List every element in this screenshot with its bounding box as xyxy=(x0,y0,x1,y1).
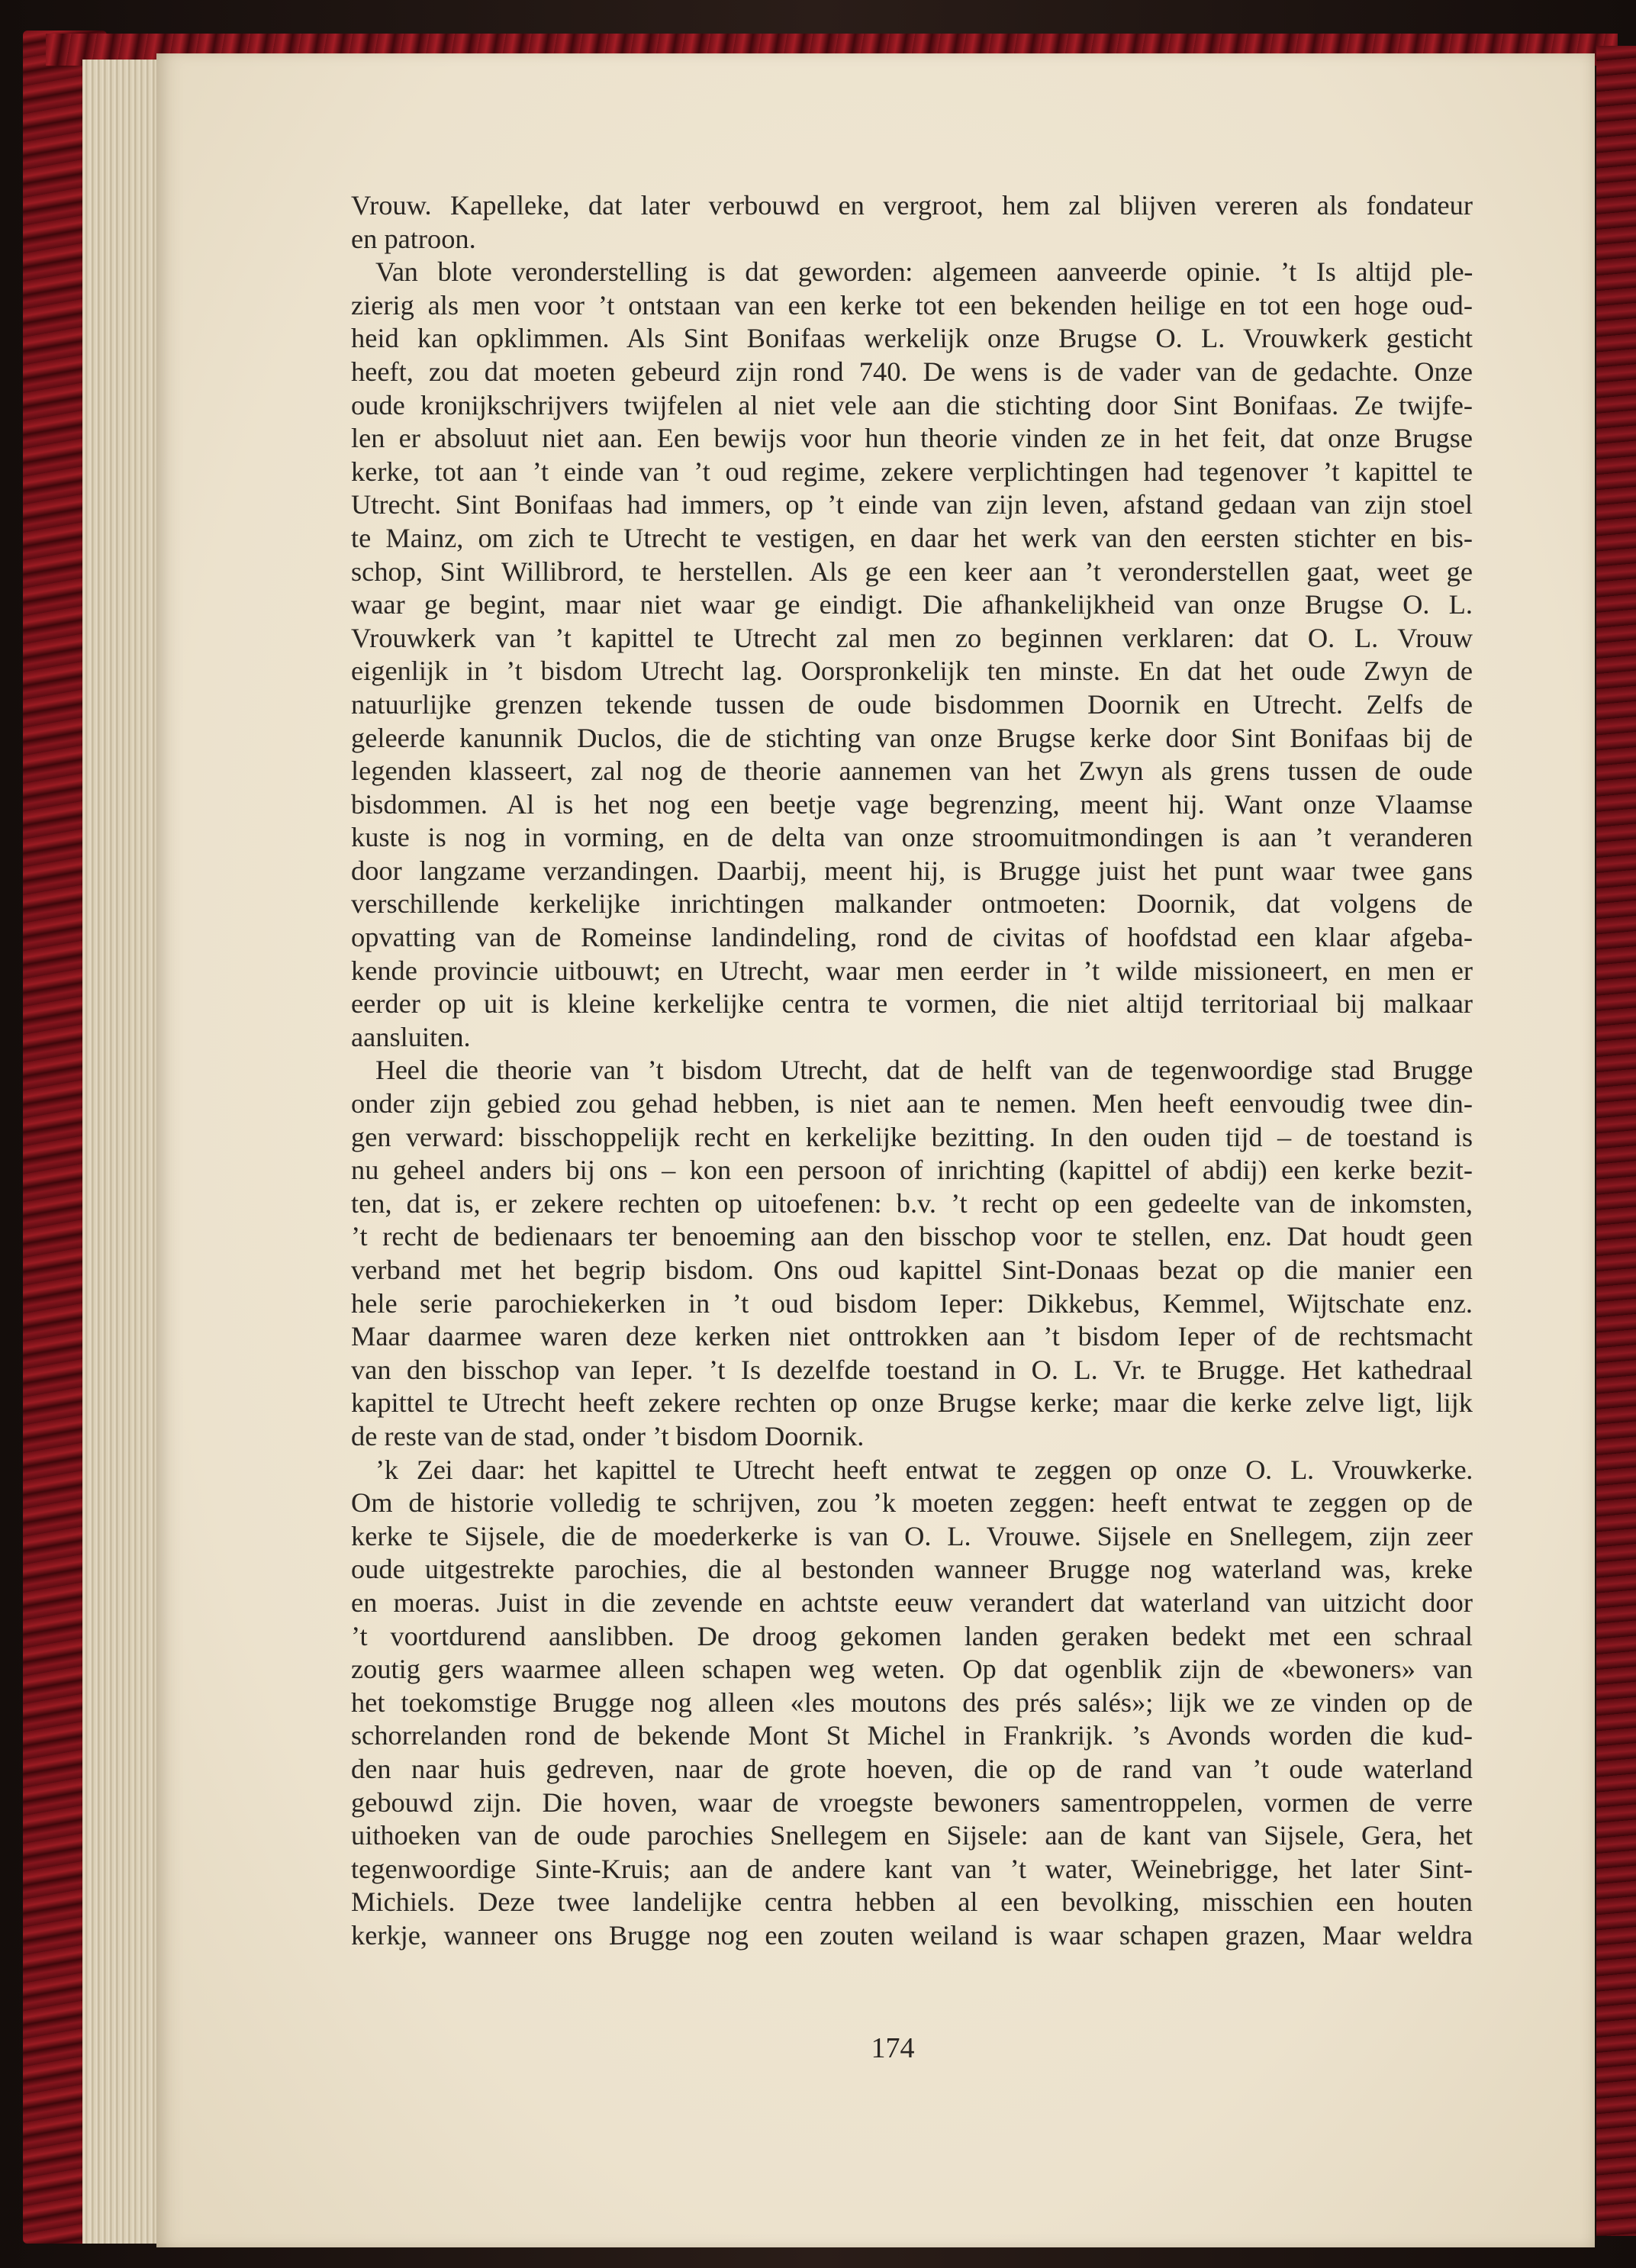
text-line: tegenwoordige Sinte-Kruis; aan de andere kant van ’t water, Weinebrigge, het later Sint- xyxy=(351,1853,1473,1884)
text-line: Michiels. Deze twee landelijke centra hebben al een bevolking, misschien een houten xyxy=(351,1886,1473,1918)
text-line: heeft, zou dat moeten gebeurd zijn rond 740. De wens is de vader van de gedachte. Onze xyxy=(351,356,1473,387)
text-line: opvatting van de Romeinse landindeling, rond de civitas of hoofdstad een klaar afgeba- xyxy=(351,922,1473,953)
paragraph xyxy=(351,189,1473,256)
text-line: zierig als men voor ’t ontstaan van een kerke tot een bekenden heilige en tot een hoge oud- xyxy=(351,289,1473,321)
page-edges xyxy=(82,60,166,2244)
text-line: hele serie parochiekerken in ’t oud bisdom Ieper: Dikkebus, Kemmel, Wijtschate enz. xyxy=(351,1287,1473,1319)
text-line: den naar huis gedreven, naar de grote hoeven, die op de rand van ’t oude waterland xyxy=(351,1753,1473,1784)
text-line: legenden klasseert, zal nog de theorie aannemen van het Zwyn als grens tussen de oude xyxy=(351,755,1473,787)
text-line: te Mainz, om zich te Utrecht te vestigen, en daar het werk van den eersten stichter en bis- xyxy=(351,522,1473,553)
text-line: oude uitgestrekte parochies, die al bestonden wanneer Brugge nog waterland was, kreke xyxy=(351,1554,1473,1585)
text-line: Van blote veronderstelling is dat geworden: algemeen aanveerde opinie. ’t Is altijd ple- xyxy=(375,256,1473,288)
body-text xyxy=(351,189,1473,1952)
text-line: uithoeken van de oude parochies Snellegem en Sijsele: aan de kant van Sijsele, Gera, het xyxy=(351,1820,1473,1851)
text-line: Vrouwkerk van ’t kapittel te Utrecht zal men zo beginnen verklaren: dat O. L. Vrouw xyxy=(351,622,1473,653)
text-line: kende provincie uitbouwt; en Utrecht, waar men eerder in ’t wilde missioneert, en men er xyxy=(351,955,1473,986)
text-line: en patroon. xyxy=(351,223,476,254)
text-line: ten, dat is, er zekere rechten op uitoefenen: b.v. ’t recht op een gedeelte van de inkomsten, xyxy=(351,1187,1473,1219)
text-line: eigenlijk in ’t bisdom Utrecht lag. Oorspronkelijk ten minste. En dat het oude Zwyn de xyxy=(351,656,1473,687)
text-line: verband met het begrip bisdom. Ons oud kapittel Sint-Donaas bezat op die manier een xyxy=(351,1255,1473,1285)
text-line: en moeras. Juist in die zevende en achtste eeuw verandert dat waterland van uitzicht door xyxy=(351,1587,1473,1618)
text-line: ’t recht de bedienaars ter benoeming aan den bisschop voor te stellen, enz. Dat houdt geen xyxy=(351,1221,1473,1252)
text-line: heid kan opklimmen. Als Sint Bonifaas werkelijk onze Brugse O. L. Vrouwkerk gesticht xyxy=(351,323,1473,354)
paragraph xyxy=(351,1454,1473,1953)
text-line: door langzame verzandingen. Daarbij, meent hij, is Brugge juist het punt waar twee gans xyxy=(351,855,1473,886)
text-line: aansluiten. xyxy=(351,1021,471,1052)
text-line: Vrouw. Kapelleke, dat later verbouwd en vergroot, hem zal blijven vereren als fondateur xyxy=(351,190,1473,221)
text-line: zoutig gers waarmee alleen schapen weg weten. Op dat ogenblik zijn de «bewoners» van xyxy=(351,1654,1473,1685)
text-line: bisdommen. Al is het nog een beetje vage begrenzing, meent hij. Want onze Vlaamse xyxy=(351,788,1473,820)
text-line: eerder op uit is kleine kerkelijke centra te vormen, die niet altijd territoriaal bij malkaar xyxy=(351,988,1473,1020)
text-line: schorrelanden rond de bekende Mont St Michel in Frankrijk. ’s Avonds worden die kud- xyxy=(351,1720,1473,1751)
text-line: waar ge begint, maar niet waar ge eindigt. Die afhankelijkheid van onze Brugse O. L. xyxy=(351,589,1473,620)
text-line: nu geheel anders bij ons – kon een persoon of inrichting (kapittel of abdij) een kerke bezit- xyxy=(351,1155,1473,1186)
text-line: het toekomstige Brugge nog alleen «les moutons des prés salés»; lijk we ze vinden op de xyxy=(351,1687,1473,1718)
text-line: oude kronijkschrijvers twijfelen al niet vele aan die stichting door Sint Bonifaas. Ze twijfe- xyxy=(351,389,1473,420)
text-line: Om de historie volledig te schrijven, zou ’k moeten zeggen: heeft entwat te zeggen op de xyxy=(351,1487,1473,1519)
text-line: Heel die theorie van ’t bisdom Utrecht, dat de helft van de tegenwoordige stad Brugge xyxy=(375,1055,1473,1086)
paragraph xyxy=(351,256,1473,1054)
text-line: Maar daarmee waren deze kerken niet onttrokken aan ’t bisdom Ieper of de rechtsmacht xyxy=(351,1321,1473,1352)
text-line: natuurlijke grenzen tekende tussen de oude bisdommen Doornik en Utrecht. Zelfs de xyxy=(351,688,1473,720)
text-line: kuste is nog in vorming, en de delta van onze stroomuitmondingen is aan ’t veranderen xyxy=(351,822,1473,853)
text-line: kapittel te Utrecht heeft zekere rechten op onze Brugse kerke; maar die kerke zelve ligt, lijk xyxy=(351,1387,1473,1419)
text-line: de reste van de stad, onder ’t bisdom Doornik. xyxy=(351,1420,865,1451)
text-line: verschillende kerkelijke inrichtingen malkander ontmoeten: Doornik, dat volgens de xyxy=(351,888,1473,920)
text-line: schop, Sint Willibrord, te herstellen. Als ge een keer aan ’t veronderstellen gaat, weet ge xyxy=(351,556,1473,587)
text-line: gen verward: bisschoppelijk recht en kerkelijke bezitting. In den ouden tijd – de toestand is xyxy=(351,1121,1473,1152)
text-line: kerke te Sijsele, die de moederkerke is van O. L. Vrouwe. Sijsele en Snellegem, zijn zeer xyxy=(351,1520,1473,1551)
text-line: kerke, tot aan ’t einde van ’t oud regime, zekere verplichtingen had tegenover ’t kapittel te xyxy=(351,456,1473,487)
text-line: van den bisschop van Ieper. ’t Is dezelfde toestand in O. L. Vr. te Brugge. Het kathedraal xyxy=(351,1354,1473,1385)
text-line: kerkje, wanneer ons Brugge nog een zouten weiland is waar schapen grazen, Maar weldra xyxy=(351,1919,1473,1951)
text-line: ’t voortdurend aanslibben. De droog gekomen landen geraken bedekt met een schraal xyxy=(351,1620,1473,1651)
text-line: onder zijn gebied zou gehad hebben, is niet aan te nemen. Men heeft eenvoudig twee din- xyxy=(351,1088,1473,1120)
text-line: gebouwd zijn. Die hoven, waar de vroegste bewoners samentroppelen, vormen de verre xyxy=(351,1786,1473,1818)
page-number: 174 xyxy=(871,2032,915,2064)
paragraph xyxy=(351,1054,1473,1453)
text-line: Utrecht. Sint Bonifaas had immers, op ’t einde van zijn leven, afstand gedaan van zijn stoel xyxy=(351,489,1473,520)
text-line: len er absoluut niet aan. Een bewijs voor hun theorie vinden ze in het feit, dat onze Brugse xyxy=(351,423,1473,454)
text-line: geleerde kanunnik Duclos, die de stichting van onze Brugse kerke door Sint Bonifaas bij de xyxy=(351,722,1473,753)
book-binding-right xyxy=(1596,46,1636,2236)
text-line: ’k Zei daar: het kapittel te Utrecht heeft entwat te zeggen op onze O. L. Vrouwkerke. xyxy=(375,1454,1473,1485)
